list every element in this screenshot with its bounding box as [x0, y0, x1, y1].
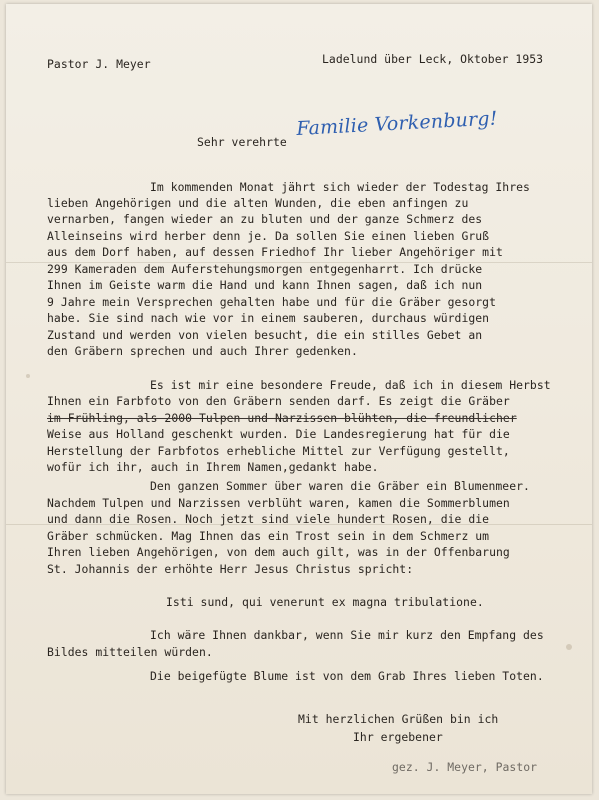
letter-line: Ihnen im Geiste warm die Hand und kann Ihnen sagen, daß ich nun	[47, 278, 483, 292]
letter-line: Die beigefügte Blume ist von dem Grab Ihres lieben Toten.	[150, 669, 544, 683]
latin-quote: Isti sund, qui venerunt ex magna tribulatione.	[166, 595, 484, 609]
letter-closing: Ihr ergebener	[353, 730, 443, 744]
handwritten-salutation: Familie Vorkenburg!	[295, 107, 499, 140]
letter-sender: Pastor J. Meyer	[47, 57, 151, 71]
paper-stain	[26, 374, 30, 378]
letter-line: Bildes mitteilen würden.	[47, 645, 213, 659]
letter-line-struck: im Frühling, als 2000 Tulpen und Narzissen blühten, die freundlicher	[47, 411, 517, 425]
letter-line: Ich wäre Ihnen dankbar, wenn Sie mir kurz den Empfang des	[150, 628, 544, 642]
letter-line: Zustand und werden von vielen besucht, die ein stilles Gebet an	[47, 328, 483, 342]
letter-salutation: Sehr verehrte	[197, 135, 287, 149]
letter-line: Im kommenden Monat jährt sich wieder der Todestag Ihres	[150, 180, 530, 194]
letter-line: Es ist mir eine besondere Freude, daß ich in diesem Herbst	[150, 378, 551, 392]
letter-line: Weise aus Holland geschenkt wurden. Die Landesregierung hat für die	[47, 427, 510, 441]
letter-line: vernarben, fangen wieder an zu bluten und der ganze Schmerz des	[47, 212, 483, 226]
letter-line: den Gräbern sprechen und auch Ihrer gedenken.	[47, 344, 358, 358]
letter-place-date: Ladelund über Leck, Oktober 1953	[322, 52, 544, 66]
letter-line: Alleinseins wird herber denn je. Da sollen Sie einen lieben Gruß	[47, 229, 490, 243]
paper-stain	[566, 644, 572, 650]
letter-line: habe. Sie sind nach wie vor in einem sauberen, durchaus würdigen	[47, 311, 490, 325]
letter-line: Ihnen ein Farbfoto von den Gräbern senden darf. Es zeigt die Gräber	[47, 394, 510, 408]
letter-line: lieben Angehörigen und die alten Wunden, die eben anfingen zu	[47, 196, 469, 210]
letter-line: Nachdem Tulpen und Narzissen verblüht waren, kamen die Sommerblumen	[47, 496, 510, 510]
letter-line: Den ganzen Sommer über waren die Gräber ein Blumenmeer.	[150, 479, 530, 493]
letter-line: wofür ich ihr, auch in Ihrem Namen,gedankt habe.	[47, 460, 379, 474]
letter-line: St. Johannis der erhöhte Herr Jesus Christus spricht:	[47, 562, 414, 576]
letter-line: aus dem Dorf haben, auf dessen Friedhof Ihr lieber Angehöriger mit	[47, 245, 503, 259]
letter-line: 9 Jahre mein Versprechen gehalten habe und für die Gräber gesorgt	[47, 295, 497, 309]
letter-line: Gräber schmücken. Mag Ihnen das ein Trost sein in dem Schmerz um	[47, 529, 490, 543]
letter-closing: Mit herzlichen Grüßen bin ich	[298, 712, 499, 726]
letter-line: und dann die Rosen. Noch jetzt sind viele hundert Rosen, die die	[47, 512, 490, 526]
letter-line: Herstellung der Farbfotos erhebliche Mittel zur Verfügung gestellt,	[47, 444, 510, 458]
signature-line: gez. J. Meyer, Pastor	[392, 760, 538, 774]
letter-line: Ihren lieben Angehörigen, von dem auch gilt, was in der Offenbarung	[47, 545, 510, 559]
letter-line: 299 Kameraden dem Auferstehungsmorgen entgegenharrt. Ich drücke	[47, 262, 483, 276]
